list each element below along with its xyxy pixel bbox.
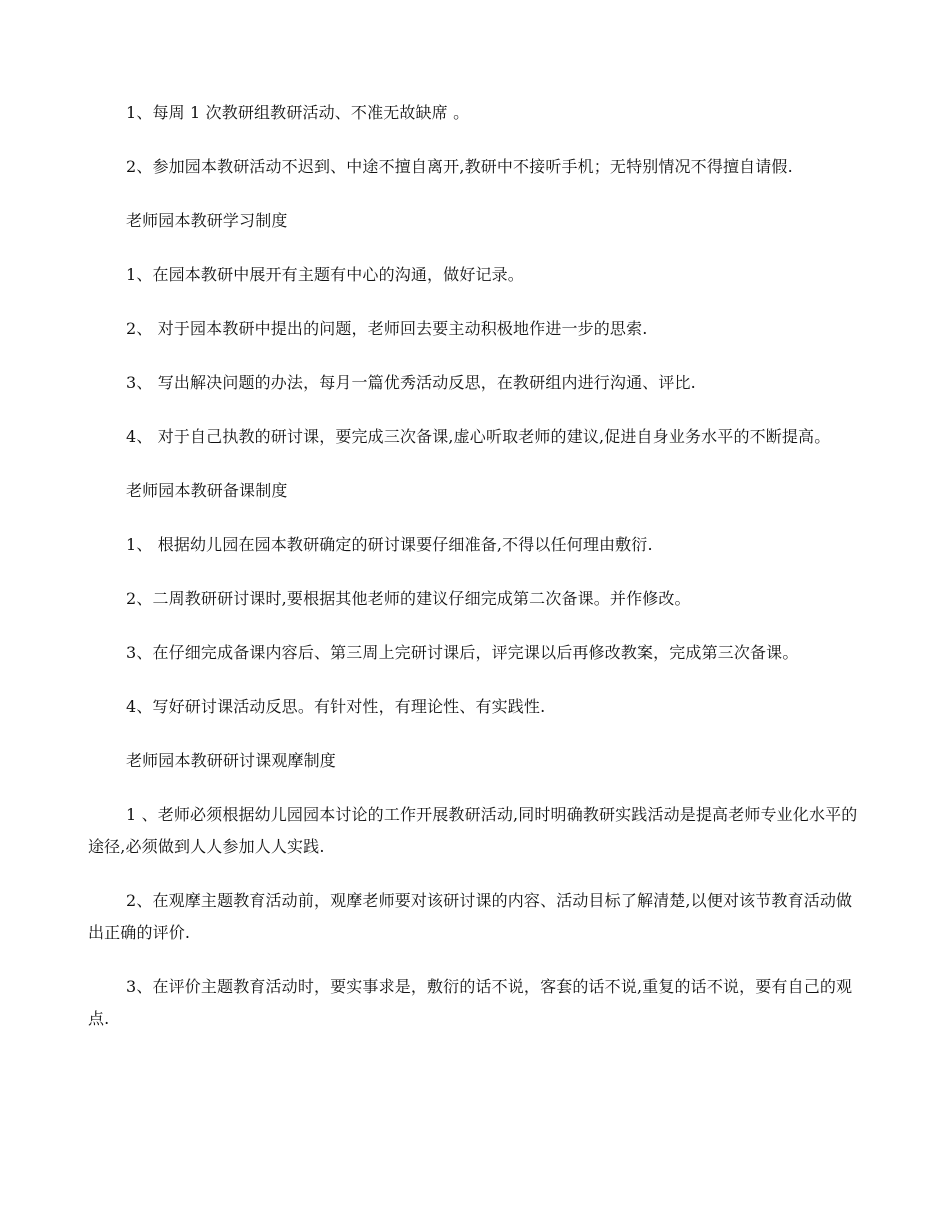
paragraph-study-rule-4: 4、 对于自己执教的研讨课，要完成三次备课,虚心听取老师的建议,促进自身业务水平的不断提高。 [126, 427, 831, 446]
paragraph-study-rule-1: 1、在园本教研中展开有主题有中心的沟通，做好记录。 [126, 265, 524, 284]
paragraph-study-rule-3: 3、 写出解决问题的办法，每月一篇优秀活动反思，在教研组内进行沟通、评比. [126, 373, 696, 392]
paragraph-prep-rule-2: 2、二周教研研讨课时,要根据其他老师的建议仔细完成第二次备课。并作修改。 [126, 589, 691, 608]
paragraph-attendance-rule-2: 2、参加园本教研活动不迟到、中途不擅自离开,教研中不接听手机；无特别情况不得擅自请假. [126, 157, 793, 176]
paragraph-prep-rule-4: 4、写好研讨课活动反思。有针对性，有理论性、有实践性. [126, 697, 546, 716]
paragraph-attendance-rule-1: 1、每周 1 次教研组教研活动、不准无故缺席 。 [126, 103, 470, 122]
paragraph-observation-rule-3: 3、在评价主题教育活动时，要实事求是，敷衍的话不说，客套的话不说,重复的话不说，要有自己的观点. [88, 977, 853, 1028]
paragraph-prep-rule-1: 1、 根据幼儿园在园本教研确定的研讨课要仔细准备,不得以任何理由敷衍. [126, 535, 653, 554]
section-heading-study-system: 老师园本教研学习制度 [126, 211, 288, 230]
paragraph-observation-rule-1: 1 、老师必须根据幼儿园园本讨论的工作开展教研活动,同时明确教研实践活动是提高老师专业化水平的途径,必须做到人人参加人人实践. [88, 805, 858, 856]
section-heading-observation-system: 老师园本教研研讨课观摩制度 [126, 751, 336, 770]
section-heading-lesson-prep-system: 老师园本教研备课制度 [126, 481, 288, 500]
paragraph-study-rule-2: 2、 对于园本教研中提出的问题，老师回去要主动积极地作进一步的思索. [126, 319, 648, 338]
paragraph-prep-rule-3: 3、在仔细完成备课内容后、第三周上完研讨课后，评完课以后再修改教案，完成第三次备课。 [126, 643, 799, 662]
paragraph-observation-rule-2: 2、在观摩主题教育活动前，观摩老师要对该研讨课的内容、活动目标了解清楚,以便对该节教育活动做出正确的评价. [88, 891, 853, 942]
document-body [88, 97, 866, 1035]
